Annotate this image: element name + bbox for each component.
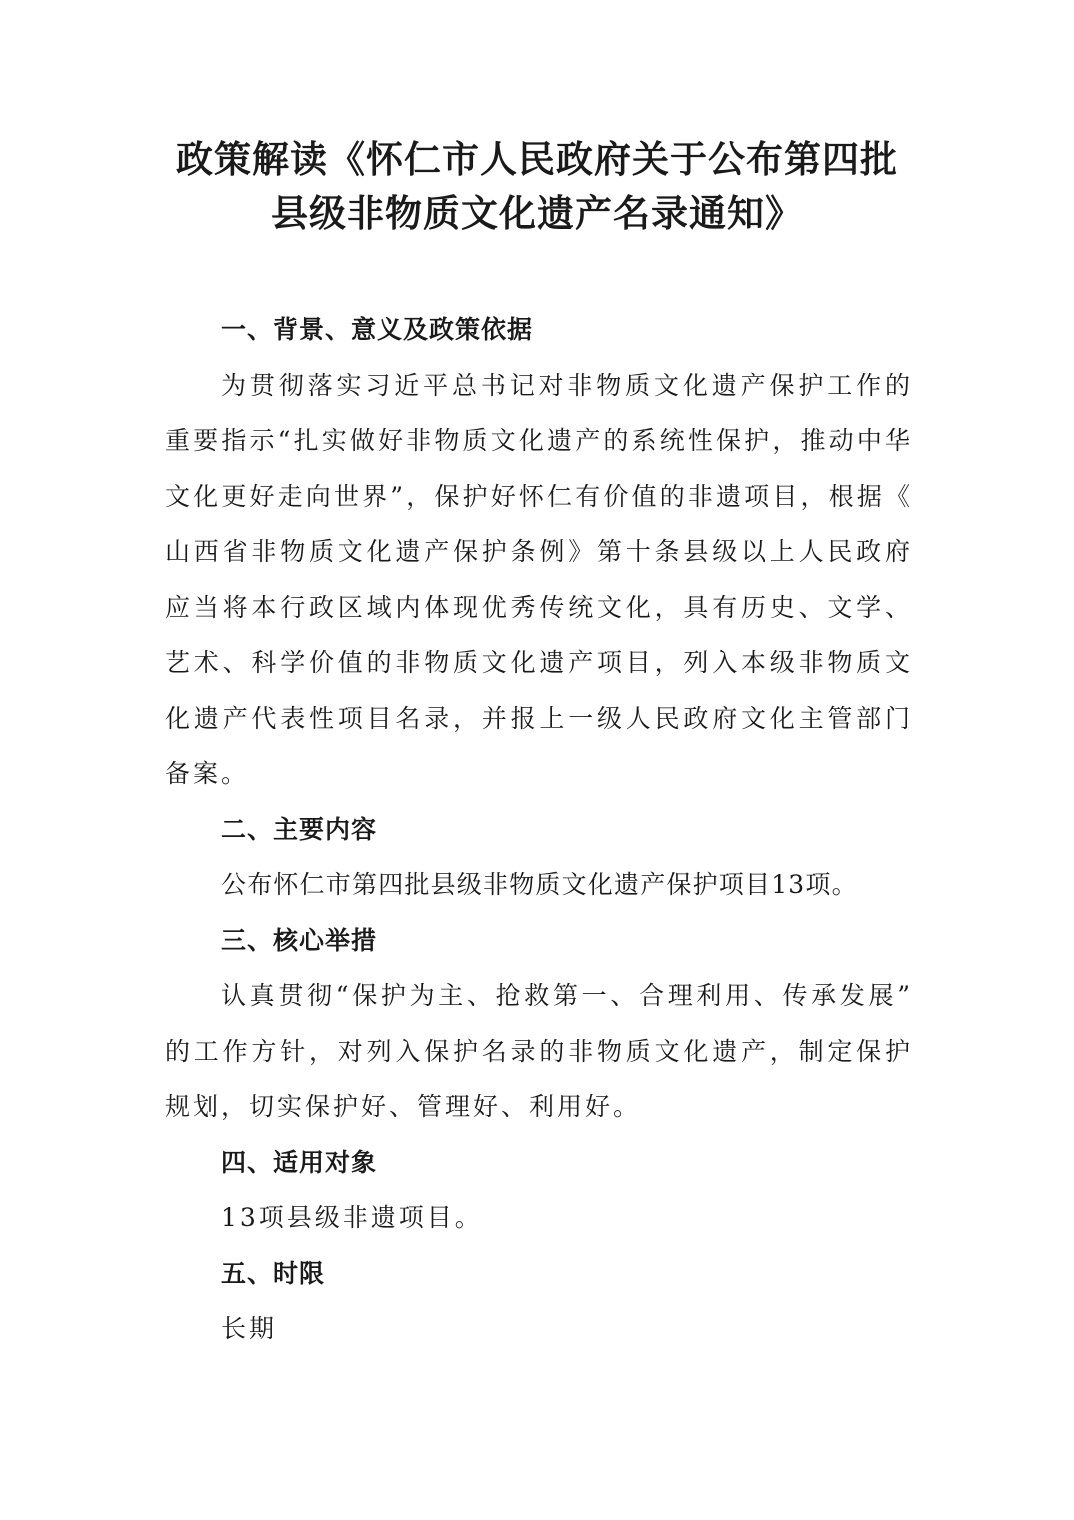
document-title bbox=[150, 132, 924, 240]
section-core-measures bbox=[165, 913, 913, 1135]
document-body bbox=[165, 302, 913, 1357]
section-paragraph: 长期 bbox=[221, 1314, 278, 1343]
section-heading: 二、主要内容 bbox=[221, 814, 378, 844]
section-paragraph: 公布怀仁市第四批县级非物质文化遗产保护项目13项。 bbox=[221, 870, 858, 899]
section-background bbox=[165, 302, 913, 802]
section-heading: 三、核心举措 bbox=[221, 925, 378, 955]
section-heading: 一、背景、意义及政策依据 bbox=[221, 315, 534, 344]
document-title-line-1: 政策解读《怀仁市人民政府关于公布第四批 bbox=[176, 137, 898, 181]
section-paragraph: 为贯彻落实习近平总书记对非物质文化遗产保护工作的重要指示“扎实做好非物质文化遗产的系统性保护，推动中华文化更好走向世界”，保护好怀仁有价值的非遗项目，根据《山西省非物质文化遗产保护条例》第十条县级以上人民政府应当将本行政区域内体现优秀传统文化，具有历史、文学、艺术、科学价值的非物质文化遗产项目，列入本级非物质文化遗产代表性项目名录，并报上一级人民政府文化主管部门备案。 bbox=[165, 370, 913, 788]
section-paragraph: 认真贯彻“保护为主、抢救第一、合理利用、传承发展”的工作方针，对列入保护名录的非物质文化遗产，制定保护规划，切实保护好、管理好、利用好。 bbox=[165, 981, 913, 1121]
section-heading: 五、时限 bbox=[221, 1258, 326, 1288]
document-title-line-2: 县级非物质文化遗产名录通知》 bbox=[271, 191, 803, 235]
section-heading: 四、适用对象 bbox=[221, 1147, 378, 1177]
section-applicable-objects bbox=[165, 1135, 913, 1246]
section-paragraph: 13项县级非遗项目。 bbox=[221, 1203, 483, 1232]
section-time-limit bbox=[165, 1246, 913, 1357]
section-main-content bbox=[165, 802, 913, 913]
